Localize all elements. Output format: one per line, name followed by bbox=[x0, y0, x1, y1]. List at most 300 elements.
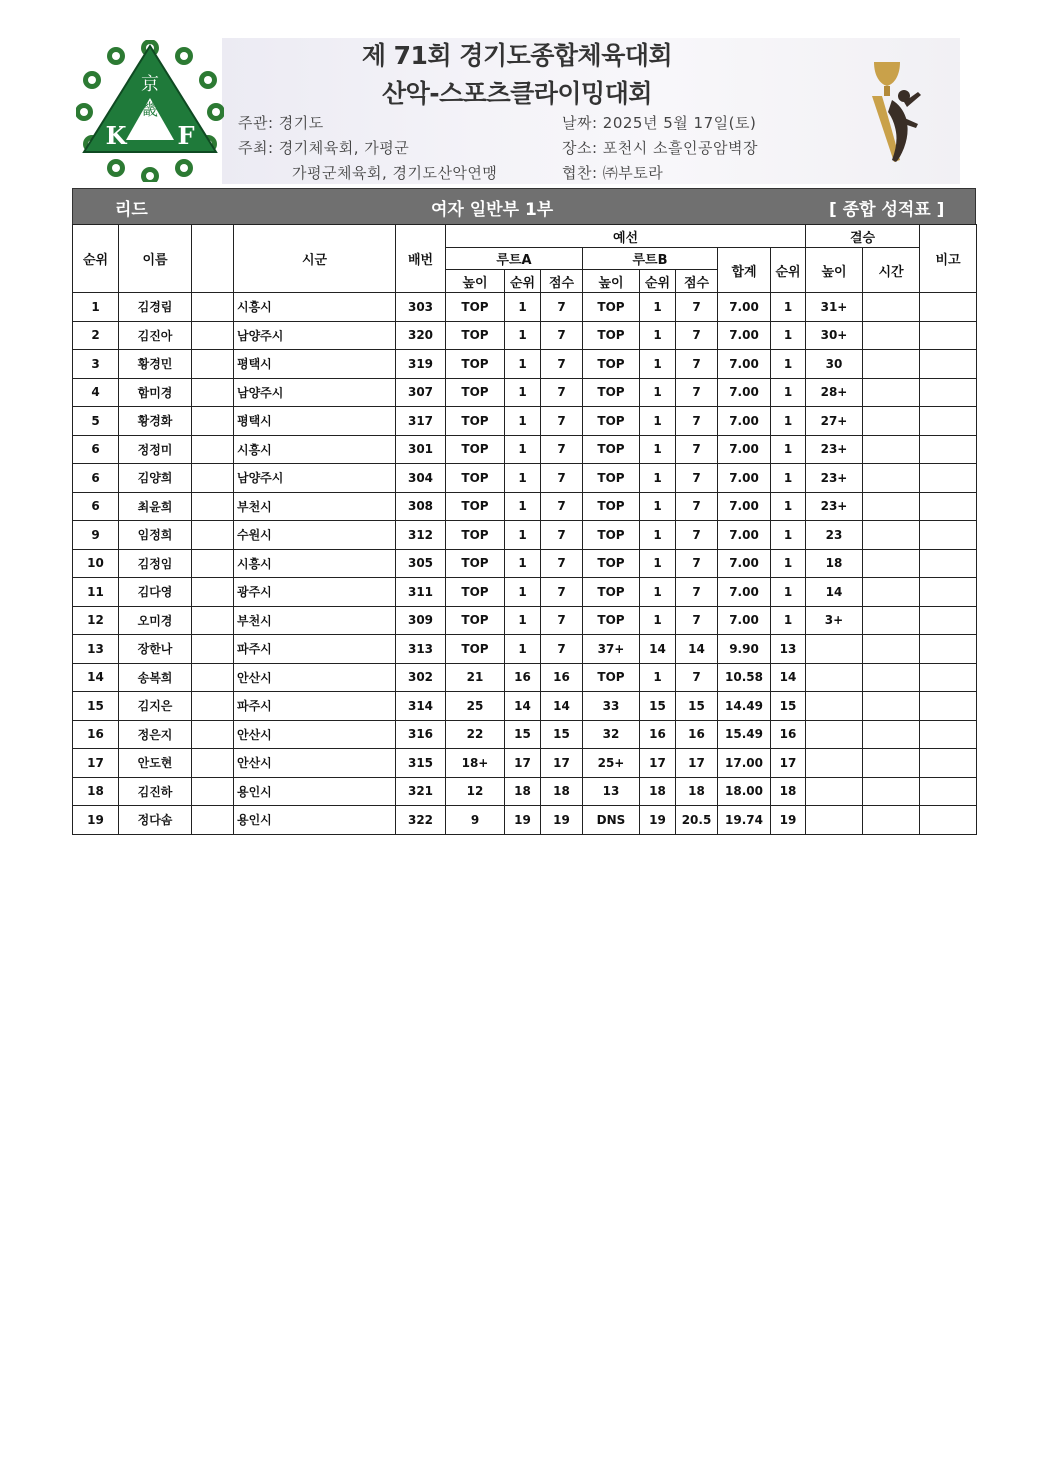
header-bib: 배번 bbox=[396, 225, 446, 293]
header-route-b-height: 높이 bbox=[583, 270, 640, 293]
cell-total-rank: 1 bbox=[771, 378, 806, 407]
cell-route-b-rank: 1 bbox=[640, 521, 676, 550]
cell-route-b-points: 7 bbox=[676, 521, 718, 550]
cell-route-a-points: 18 bbox=[541, 777, 583, 806]
cell-final-height: 3+ bbox=[806, 606, 863, 635]
cell-route-b-height: TOP bbox=[583, 606, 640, 635]
cell-route-a-points: 7 bbox=[541, 521, 583, 550]
cell-route-b-points: 7 bbox=[676, 350, 718, 379]
header-blank bbox=[192, 225, 234, 293]
table-row bbox=[73, 635, 977, 664]
cell-remarks bbox=[920, 635, 977, 664]
header-route-b: 루트B bbox=[583, 248, 718, 270]
cell-rank: 10 bbox=[73, 549, 119, 578]
cell-remarks bbox=[920, 549, 977, 578]
cell-blank bbox=[192, 749, 234, 778]
cell-remarks bbox=[920, 777, 977, 806]
cell-route-a-height: TOP bbox=[446, 350, 505, 379]
cell-remarks bbox=[920, 293, 977, 322]
cell-route-b-rank: 1 bbox=[640, 378, 676, 407]
header-city: 시군 bbox=[234, 225, 396, 293]
cell-name: 함미경 bbox=[119, 378, 192, 407]
cell-remarks bbox=[920, 663, 977, 692]
cell-city: 안산시 bbox=[234, 720, 396, 749]
cell-final-height bbox=[806, 692, 863, 721]
cell-final-height: 23+ bbox=[806, 492, 863, 521]
table-row bbox=[73, 293, 977, 322]
cell-name: 장한나 bbox=[119, 635, 192, 664]
cell-route-a-points: 7 bbox=[541, 549, 583, 578]
header-qualification: 예선 bbox=[446, 225, 806, 248]
cell-route-a-points: 7 bbox=[541, 464, 583, 493]
cell-route-a-height: TOP bbox=[446, 549, 505, 578]
cell-route-b-points: 7 bbox=[676, 549, 718, 578]
cell-route-a-height: TOP bbox=[446, 407, 505, 436]
table-row bbox=[73, 720, 977, 749]
cell-blank bbox=[192, 777, 234, 806]
cell-blank bbox=[192, 378, 234, 407]
cell-city: 안산시 bbox=[234, 749, 396, 778]
cell-route-a-rank: 14 bbox=[505, 692, 541, 721]
cell-city: 남양주시 bbox=[234, 378, 396, 407]
cell-final-height: 27+ bbox=[806, 407, 863, 436]
cell-route-a-points: 7 bbox=[541, 378, 583, 407]
cell-route-a-points: 16 bbox=[541, 663, 583, 692]
cell-final-time bbox=[863, 549, 920, 578]
cell-final-time bbox=[863, 293, 920, 322]
cell-final-time bbox=[863, 777, 920, 806]
cell-rank: 13 bbox=[73, 635, 119, 664]
cell-name: 김경림 bbox=[119, 293, 192, 322]
cell-route-b-height: 32 bbox=[583, 720, 640, 749]
cell-route-b-points: 7 bbox=[676, 663, 718, 692]
cell-total-rank: 1 bbox=[771, 606, 806, 635]
cell-blank bbox=[192, 321, 234, 350]
table-row bbox=[73, 521, 977, 550]
cell-city: 안산시 bbox=[234, 663, 396, 692]
cell-final-height: 14 bbox=[806, 578, 863, 607]
cell-total-rank: 14 bbox=[771, 663, 806, 692]
kf-emblem-logo bbox=[76, 40, 224, 182]
climber-trophy-icon bbox=[864, 56, 928, 166]
cell-route-a-points: 7 bbox=[541, 606, 583, 635]
cell-route-a-height: 25 bbox=[446, 692, 505, 721]
cell-route-a-height: TOP bbox=[446, 464, 505, 493]
table-row bbox=[73, 549, 977, 578]
cell-final-time bbox=[863, 635, 920, 664]
cell-route-b-points: 7 bbox=[676, 464, 718, 493]
cell-route-a-points: 14 bbox=[541, 692, 583, 721]
cell-city: 평택시 bbox=[234, 350, 396, 379]
cell-city: 시흥시 bbox=[234, 549, 396, 578]
cell-total: 7.00 bbox=[718, 435, 771, 464]
cell-rank: 6 bbox=[73, 492, 119, 521]
cell-total-rank: 1 bbox=[771, 578, 806, 607]
table-row bbox=[73, 578, 977, 607]
cell-route-b-points: 17 bbox=[676, 749, 718, 778]
table-row bbox=[73, 663, 977, 692]
cell-bib: 321 bbox=[396, 777, 446, 806]
cell-bib: 317 bbox=[396, 407, 446, 436]
cell-total: 7.00 bbox=[718, 578, 771, 607]
cell-final-height: 23 bbox=[806, 521, 863, 550]
header-rank: 순위 bbox=[73, 225, 119, 293]
cell-rank: 15 bbox=[73, 692, 119, 721]
cell-total-rank: 19 bbox=[771, 806, 806, 835]
cell-remarks bbox=[920, 407, 977, 436]
cell-blank bbox=[192, 464, 234, 493]
cell-bib: 302 bbox=[396, 663, 446, 692]
cell-name: 김정임 bbox=[119, 549, 192, 578]
cell-total: 9.90 bbox=[718, 635, 771, 664]
cell-final-time bbox=[863, 749, 920, 778]
cell-route-b-height: 37+ bbox=[583, 635, 640, 664]
cell-route-b-rank: 18 bbox=[640, 777, 676, 806]
cell-bib: 309 bbox=[396, 606, 446, 635]
cell-bib: 320 bbox=[396, 321, 446, 350]
cell-route-b-height: TOP bbox=[583, 378, 640, 407]
cell-route-b-height: TOP bbox=[583, 663, 640, 692]
cell-name: 김지은 bbox=[119, 692, 192, 721]
cell-route-a-rank: 1 bbox=[505, 293, 541, 322]
cell-blank bbox=[192, 549, 234, 578]
cell-blank bbox=[192, 521, 234, 550]
cell-name: 정다솜 bbox=[119, 806, 192, 835]
cell-route-a-rank: 1 bbox=[505, 521, 541, 550]
cell-name: 송복희 bbox=[119, 663, 192, 692]
cell-final-height: 23+ bbox=[806, 464, 863, 493]
table-row bbox=[73, 606, 977, 635]
cell-total-rank: 1 bbox=[771, 435, 806, 464]
cell-remarks bbox=[920, 720, 977, 749]
cell-route-b-height: TOP bbox=[583, 407, 640, 436]
cell-city: 광주시 bbox=[234, 578, 396, 607]
cell-route-b-points: 7 bbox=[676, 407, 718, 436]
cell-final-time bbox=[863, 464, 920, 493]
cell-route-a-points: 7 bbox=[541, 435, 583, 464]
cell-route-a-height: TOP bbox=[446, 578, 505, 607]
cell-bib: 315 bbox=[396, 749, 446, 778]
cell-city: 시흥시 bbox=[234, 435, 396, 464]
cell-bib: 308 bbox=[396, 492, 446, 521]
cell-route-b-rank: 16 bbox=[640, 720, 676, 749]
cell-rank: 6 bbox=[73, 464, 119, 493]
header-route-b-points: 점수 bbox=[676, 270, 718, 293]
sheet-type-label: [ 종합 성적표 ] bbox=[829, 200, 945, 220]
cell-rank: 17 bbox=[73, 749, 119, 778]
cell-final-height: 30 bbox=[806, 350, 863, 379]
header-remarks: 비고 bbox=[920, 225, 977, 293]
cell-remarks bbox=[920, 350, 977, 379]
results-table bbox=[72, 224, 977, 835]
header-final-height: 높이 bbox=[806, 248, 863, 293]
cell-route-b-rank: 15 bbox=[640, 692, 676, 721]
cell-route-b-height: TOP bbox=[583, 521, 640, 550]
cell-remarks bbox=[920, 464, 977, 493]
cell-route-a-rank: 1 bbox=[505, 378, 541, 407]
cell-route-a-points: 15 bbox=[541, 720, 583, 749]
cell-route-a-points: 7 bbox=[541, 578, 583, 607]
cell-route-b-rank: 1 bbox=[640, 549, 676, 578]
cell-route-a-height: TOP bbox=[446, 321, 505, 350]
cell-route-a-rank: 1 bbox=[505, 464, 541, 493]
division-label: 여자 일반부 1부 bbox=[431, 200, 554, 220]
cell-rank: 18 bbox=[73, 777, 119, 806]
cell-blank bbox=[192, 635, 234, 664]
cell-route-b-points: 7 bbox=[676, 492, 718, 521]
cell-final-time bbox=[863, 720, 920, 749]
cell-route-a-height: 9 bbox=[446, 806, 505, 835]
cell-final-height: 23+ bbox=[806, 435, 863, 464]
sponsor-text: 협찬: ㈜부토라 bbox=[562, 164, 664, 182]
cell-rank: 4 bbox=[73, 378, 119, 407]
cell-final-height bbox=[806, 749, 863, 778]
cell-rank: 12 bbox=[73, 606, 119, 635]
cell-bib: 312 bbox=[396, 521, 446, 550]
cell-route-b-height: TOP bbox=[583, 549, 640, 578]
cell-route-a-height: TOP bbox=[446, 521, 505, 550]
cell-rank: 16 bbox=[73, 720, 119, 749]
cell-final-time bbox=[863, 663, 920, 692]
cell-name: 김진아 bbox=[119, 321, 192, 350]
cell-total: 17.00 bbox=[718, 749, 771, 778]
cell-route-b-height: TOP bbox=[583, 321, 640, 350]
cell-bib: 314 bbox=[396, 692, 446, 721]
cell-final-height: 30+ bbox=[806, 321, 863, 350]
cell-final-time bbox=[863, 378, 920, 407]
cell-total-rank: 16 bbox=[771, 720, 806, 749]
cell-route-a-height: 12 bbox=[446, 777, 505, 806]
cell-total-rank: 17 bbox=[771, 749, 806, 778]
table-row bbox=[73, 692, 977, 721]
cell-bib: 316 bbox=[396, 720, 446, 749]
cell-route-b-points: 14 bbox=[676, 635, 718, 664]
cell-route-a-height: TOP bbox=[446, 435, 505, 464]
cell-total: 7.00 bbox=[718, 606, 771, 635]
date-text: 날짜: 2025년 5월 17일(토) bbox=[562, 114, 757, 132]
results-body bbox=[73, 293, 977, 835]
cell-route-b-height: TOP bbox=[583, 435, 640, 464]
cell-total: 7.00 bbox=[718, 293, 771, 322]
cell-final-height bbox=[806, 806, 863, 835]
cell-blank bbox=[192, 578, 234, 607]
header-final: 결승 bbox=[806, 225, 920, 248]
header-route-a-height: 높이 bbox=[446, 270, 505, 293]
host-text: 주최: 경기체육회, 가평군 bbox=[238, 139, 410, 157]
cell-total-rank: 1 bbox=[771, 521, 806, 550]
cell-route-a-height: TOP bbox=[446, 606, 505, 635]
cell-name: 김다영 bbox=[119, 578, 192, 607]
cell-route-b-rank: 1 bbox=[640, 321, 676, 350]
cell-total: 7.00 bbox=[718, 521, 771, 550]
cell-route-a-points: 7 bbox=[541, 321, 583, 350]
cell-city: 파주시 bbox=[234, 692, 396, 721]
cell-name: 황경화 bbox=[119, 407, 192, 436]
venue-text: 장소: 포천시 소흘인공암벽장 bbox=[562, 139, 758, 157]
cell-route-b-points: 20.5 bbox=[676, 806, 718, 835]
logo-char-top: 京 bbox=[141, 74, 159, 95]
cell-route-b-height: TOP bbox=[583, 578, 640, 607]
cell-route-b-points: 7 bbox=[676, 321, 718, 350]
cell-route-a-rank: 17 bbox=[505, 749, 541, 778]
cell-total-rank: 13 bbox=[771, 635, 806, 664]
cell-total: 7.00 bbox=[718, 321, 771, 350]
cell-rank: 3 bbox=[73, 350, 119, 379]
cell-route-b-points: 7 bbox=[676, 578, 718, 607]
cell-bib: 322 bbox=[396, 806, 446, 835]
cell-route-a-rank: 18 bbox=[505, 777, 541, 806]
table-row bbox=[73, 378, 977, 407]
cell-route-a-points: 19 bbox=[541, 806, 583, 835]
cell-route-b-rank: 1 bbox=[640, 407, 676, 436]
cell-route-a-points: 7 bbox=[541, 492, 583, 521]
cell-route-b-rank: 1 bbox=[640, 435, 676, 464]
cell-name: 안도현 bbox=[119, 749, 192, 778]
table-row bbox=[73, 435, 977, 464]
cell-final-height bbox=[806, 663, 863, 692]
cell-route-b-height: DNS bbox=[583, 806, 640, 835]
cell-route-a-rank: 1 bbox=[505, 635, 541, 664]
cell-route-b-points: 7 bbox=[676, 606, 718, 635]
cell-route-b-height: TOP bbox=[583, 350, 640, 379]
table-row bbox=[73, 492, 977, 521]
cell-route-a-points: 7 bbox=[541, 350, 583, 379]
cell-name: 최윤희 bbox=[119, 492, 192, 521]
cell-rank: 14 bbox=[73, 663, 119, 692]
cell-rank: 2 bbox=[73, 321, 119, 350]
cell-total: 19.74 bbox=[718, 806, 771, 835]
cell-final-time bbox=[863, 606, 920, 635]
cell-total-rank: 1 bbox=[771, 321, 806, 350]
cell-total: 7.00 bbox=[718, 464, 771, 493]
table-row bbox=[73, 749, 977, 778]
cell-final-time bbox=[863, 435, 920, 464]
cell-total-rank: 1 bbox=[771, 293, 806, 322]
cell-bib: 319 bbox=[396, 350, 446, 379]
cell-total-rank: 15 bbox=[771, 692, 806, 721]
cell-bib: 305 bbox=[396, 549, 446, 578]
cell-total-rank: 1 bbox=[771, 350, 806, 379]
cell-route-a-rank: 1 bbox=[505, 549, 541, 578]
cell-final-time bbox=[863, 321, 920, 350]
cell-route-a-rank: 15 bbox=[505, 720, 541, 749]
cell-name: 정정미 bbox=[119, 435, 192, 464]
cell-final-height: 31+ bbox=[806, 293, 863, 322]
cell-remarks bbox=[920, 692, 977, 721]
table-row bbox=[73, 407, 977, 436]
cell-city: 부천시 bbox=[234, 606, 396, 635]
cell-final-time bbox=[863, 692, 920, 721]
cell-rank: 11 bbox=[73, 578, 119, 607]
cell-route-a-points: 7 bbox=[541, 293, 583, 322]
cell-route-a-rank: 1 bbox=[505, 492, 541, 521]
header-total: 합계 bbox=[718, 248, 771, 293]
cell-city: 평택시 bbox=[234, 407, 396, 436]
cell-rank: 9 bbox=[73, 521, 119, 550]
cell-remarks bbox=[920, 378, 977, 407]
cell-route-b-points: 7 bbox=[676, 378, 718, 407]
cell-blank bbox=[192, 692, 234, 721]
cell-final-height: 18 bbox=[806, 549, 863, 578]
cell-route-b-rank: 1 bbox=[640, 350, 676, 379]
header-final-time: 시간 bbox=[863, 248, 920, 293]
cell-final-height bbox=[806, 720, 863, 749]
cell-total: 7.00 bbox=[718, 378, 771, 407]
cell-final-time bbox=[863, 350, 920, 379]
cell-total-rank: 1 bbox=[771, 549, 806, 578]
cell-blank bbox=[192, 806, 234, 835]
cell-route-b-rank: 17 bbox=[640, 749, 676, 778]
cell-route-a-height: TOP bbox=[446, 378, 505, 407]
logo-letter-f: F bbox=[177, 121, 195, 150]
cell-total: 18.00 bbox=[718, 777, 771, 806]
cell-rank: 1 bbox=[73, 293, 119, 322]
organizer-text: 주관: 경기도 bbox=[238, 114, 324, 132]
cell-route-a-rank: 1 bbox=[505, 578, 541, 607]
cell-route-a-height: TOP bbox=[446, 635, 505, 664]
event-subtitle: 산악-스포츠클라이밍대회 bbox=[381, 79, 653, 108]
header-total-rank: 순위 bbox=[771, 248, 806, 293]
cell-bib: 303 bbox=[396, 293, 446, 322]
cell-total-rank: 1 bbox=[771, 464, 806, 493]
cell-remarks bbox=[920, 578, 977, 607]
cell-final-time bbox=[863, 578, 920, 607]
cell-route-b-points: 16 bbox=[676, 720, 718, 749]
cell-city: 용인시 bbox=[234, 806, 396, 835]
cell-remarks bbox=[920, 521, 977, 550]
cell-final-time bbox=[863, 521, 920, 550]
cell-blank bbox=[192, 492, 234, 521]
cell-total: 7.00 bbox=[718, 407, 771, 436]
cell-route-a-points: 17 bbox=[541, 749, 583, 778]
cell-route-a-height: TOP bbox=[446, 492, 505, 521]
cell-blank bbox=[192, 606, 234, 635]
cell-blank bbox=[192, 720, 234, 749]
cell-route-a-height: TOP bbox=[446, 293, 505, 322]
cell-total: 7.00 bbox=[718, 549, 771, 578]
event-type-label: 리드 bbox=[115, 200, 148, 220]
cell-route-b-rank: 19 bbox=[640, 806, 676, 835]
cell-final-height bbox=[806, 635, 863, 664]
cell-route-b-height: TOP bbox=[583, 464, 640, 493]
cell-total: 10.58 bbox=[718, 663, 771, 692]
cell-blank bbox=[192, 435, 234, 464]
cell-bib: 313 bbox=[396, 635, 446, 664]
cell-route-a-points: 7 bbox=[541, 635, 583, 664]
cell-route-b-height: 13 bbox=[583, 777, 640, 806]
cell-bib: 311 bbox=[396, 578, 446, 607]
cell-route-b-height: TOP bbox=[583, 492, 640, 521]
cell-rank: 5 bbox=[73, 407, 119, 436]
cell-route-a-rank: 1 bbox=[505, 407, 541, 436]
cell-name: 오미경 bbox=[119, 606, 192, 635]
cell-remarks bbox=[920, 606, 977, 635]
cell-route-b-height: 25+ bbox=[583, 749, 640, 778]
cell-blank bbox=[192, 293, 234, 322]
cell-city: 파주시 bbox=[234, 635, 396, 664]
cell-route-b-rank: 1 bbox=[640, 578, 676, 607]
cell-bib: 307 bbox=[396, 378, 446, 407]
cell-city: 남양주시 bbox=[234, 464, 396, 493]
cell-name: 정은지 bbox=[119, 720, 192, 749]
cell-name: 김양희 bbox=[119, 464, 192, 493]
cell-route-a-height: 22 bbox=[446, 720, 505, 749]
cell-route-b-points: 18 bbox=[676, 777, 718, 806]
cell-total-rank: 18 bbox=[771, 777, 806, 806]
header-route-b-rank: 순위 bbox=[640, 270, 676, 293]
cell-route-b-rank: 1 bbox=[640, 663, 676, 692]
host-text-continued: 가평군체육회, 경기도산악연맹 bbox=[292, 164, 498, 182]
